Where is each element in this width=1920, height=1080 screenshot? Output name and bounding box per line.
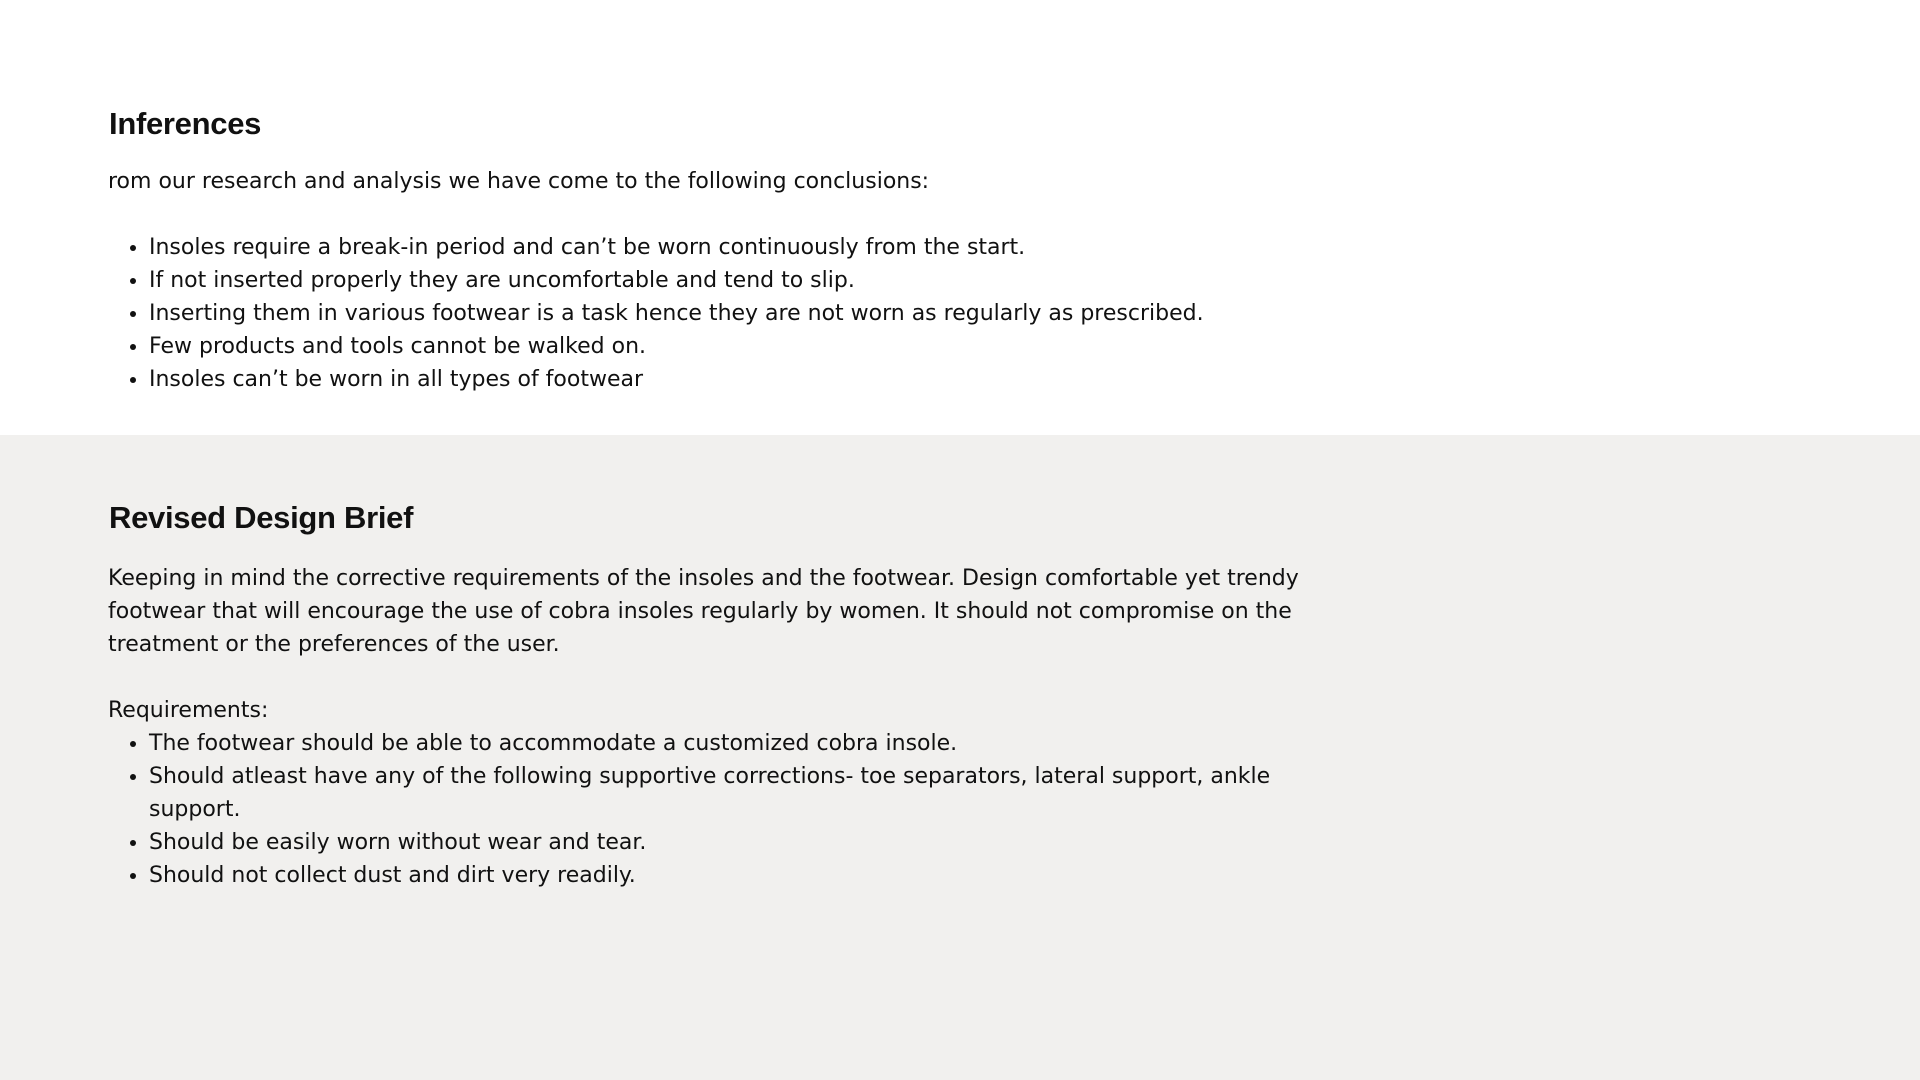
inferences-list-wrap	[108, 231, 1358, 396]
design-brief-paragraph	[108, 562, 1353, 892]
list-item: • Insoles can’t be worn in all types of footwear	[149, 363, 1358, 396]
list-item: • If not inserted properly they are uncomfortable and tend to slip.	[149, 264, 1358, 297]
list-item: • Should be easily worn without wear and tear.	[149, 826, 1353, 859]
list-item: • Should atleast have any of the following supportive corrections- toe separators, lateral support, ankle support.	[149, 760, 1353, 826]
requirements-label: Requirements:	[108, 698, 269, 723]
inferences-intro: rom our research and analysis we have come to the following conclusions:	[108, 169, 930, 194]
brief-paragraph-text: Keeping in mind the corrective requirements of the insoles and the footwear. Design comfortable yet trendy footwear that will encourage the use of cobra insoles regularly by women. It should not compromise on the treatment or the preferences of the user.	[108, 566, 1299, 657]
inferences-section	[0, 0, 1920, 435]
list-item: • Inserting them in various footwear is a task hence they are not worn as regularly as prescribed.	[149, 297, 1358, 330]
list-item: • Insoles require a break-in period and can’t be worn continuously from the start.	[149, 231, 1358, 264]
requirements-list	[108, 727, 1353, 892]
inferences-list	[108, 231, 1358, 396]
list-item: • The footwear should be able to accommodate a customized cobra insole.	[149, 727, 1353, 760]
inferences-heading: Inferences	[109, 106, 262, 141]
design-brief-heading: Revised Design Brief	[109, 500, 414, 535]
design-brief-section	[0, 435, 1920, 1080]
list-item: • Should not collect dust and dirt very readily.	[149, 859, 1353, 892]
list-item: • Few products and tools cannot be walked on.	[149, 330, 1358, 363]
